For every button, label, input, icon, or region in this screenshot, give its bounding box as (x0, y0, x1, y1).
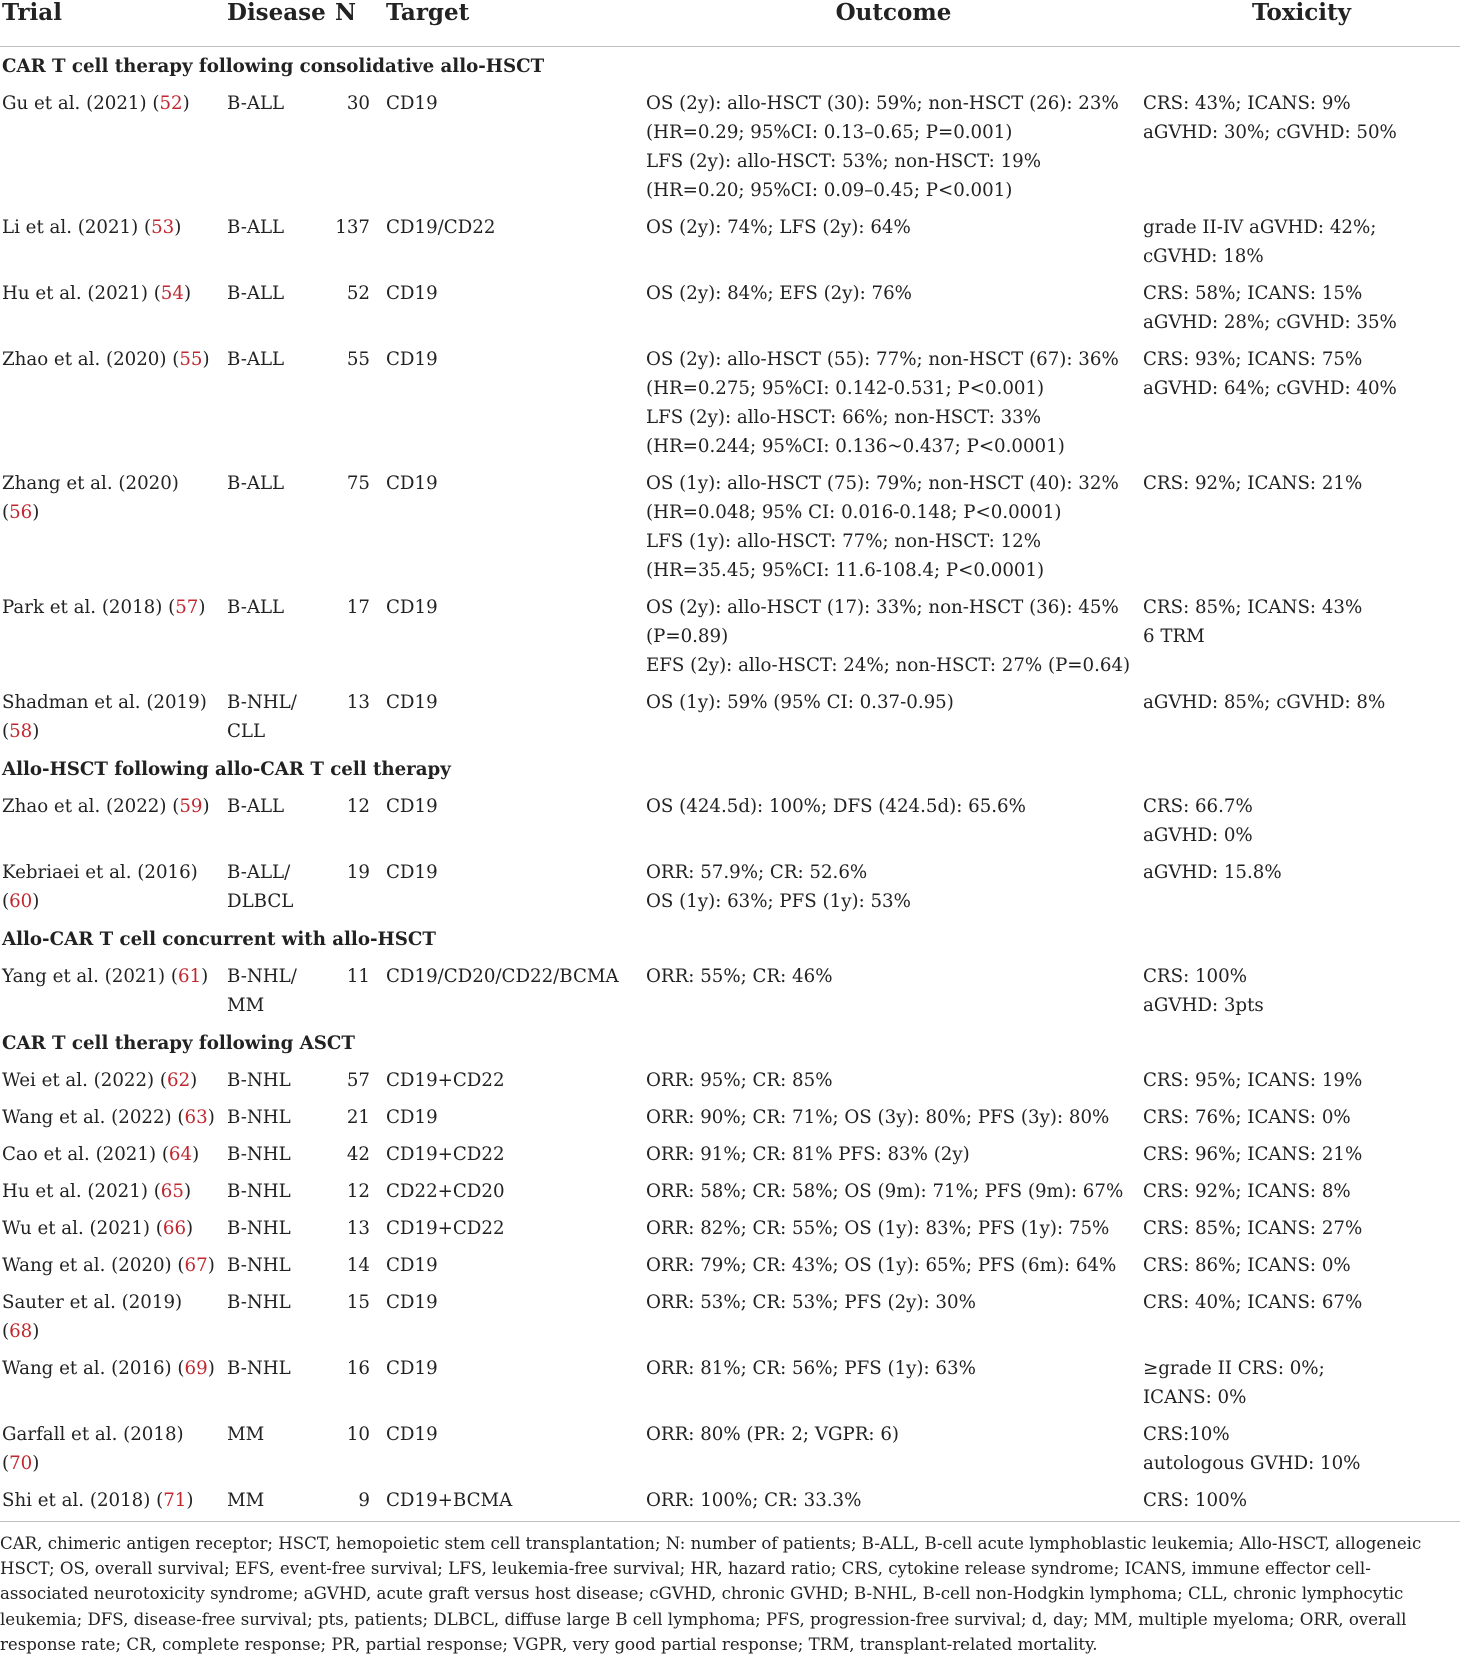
n-cell: 57 (346, 1070, 370, 1091)
outcome-cell: ORR: 81%; CR: 56%; PFS (1y): 63% (646, 1358, 976, 1379)
reference-close: ) (174, 217, 182, 238)
section-row (0, 920, 1460, 958)
toxicity-cell: aGVHD: 85%; cGVHD: 8% (1143, 692, 1386, 713)
disease-cell: B-NHL (227, 1107, 291, 1128)
target-cell: CD19 (386, 93, 438, 114)
outcome-cell: ORR: 100%; CR: 33.3% (644, 1482, 1141, 1522)
table-row (0, 1099, 1460, 1136)
target-cell: CD19+CD22 (386, 1070, 505, 1091)
reference-close: ) (202, 796, 210, 817)
n-cell: 75 (346, 473, 370, 494)
toxicity-cell: CRS: 66.7% aGVHD: 0% (1143, 796, 1253, 846)
reference-number: 53 (151, 217, 175, 238)
trial-name: Zhao et al. (2022) ( (2, 796, 180, 817)
n-cell: 11 (346, 966, 370, 987)
target-cell: CD19 (386, 349, 438, 370)
trial-cell (0, 589, 225, 684)
table-row (0, 275, 1460, 341)
n-cell: 21 (346, 1107, 370, 1128)
reference-close: ) (190, 1070, 198, 1091)
trial-name: Sauter et al. (2019) ( (2, 1292, 183, 1342)
toxicity-cell: CRS:10% autologous GVHD: 10% (1143, 1424, 1361, 1474)
reference-number: 68 (9, 1321, 33, 1342)
toxicity-cell: CRS: 85%; ICANS: 27% (1143, 1218, 1363, 1239)
table-row (0, 1062, 1460, 1099)
reference-close: ) (207, 1358, 215, 1379)
outcome-cell: ORR: 79%; CR: 43%; OS (1y): 65%; PFS (6m): 64% (646, 1255, 1117, 1276)
reference-number: 52 (159, 93, 183, 114)
trial-cell (0, 1350, 225, 1416)
disease-cell: B-NHL (227, 1070, 291, 1091)
table-footnote: CAR, chimeric antigen receptor; HSCT, hemopoietic stem cell transplantation; N: number of patients; B-ALL, B-cell acute lymphoblastic leukemia; Allo-HSCT, allogeneic HSCT; OS, overall survival; EFS, event-free survival; LFS, leukemia-free survival; HR, hazard ratio; CRS, cytokine release syndrome; ICANS, immune effector cell-associated neurotoxicity syndrome; aGVHD, acute graft versus host disease; cGVHD, chronic GVHD; B-NHL, B-cell non-Hodgkin lymphoma; CLL, chronic lymphocytic leukemia; DFS, disease-free survival; pts, patients; DLBCL, diffuse large B cell lymphoma; PFS, progression-free survival; d, day; MM, multiple myeloma; ORR, overall response rate; CR, complete response; PR, partial response; VGPR, very good partial response; TRM, transplant-related mortality. (0, 1534, 1422, 1654)
disease-cell: B-NHL (227, 1358, 291, 1379)
n-cell: 16 (346, 1358, 370, 1379)
reference-number: 71 (163, 1490, 187, 1511)
trial-cell (0, 958, 225, 1024)
trial-name: Cao et al. (2021) ( (2, 1144, 169, 1165)
section-title: Allo-CAR T cell concurrent with allo-HSCT (2, 929, 436, 950)
reference-close: ) (207, 1255, 215, 1276)
toxicity-cell: CRS: 43%; ICANS: 9% aGVHD: 30%; cGVHD: 50% (1143, 93, 1397, 143)
trial-name: Hu et al. (2021) ( (2, 283, 161, 304)
table-row (0, 1173, 1460, 1210)
target-cell: CD19 (386, 692, 438, 713)
trial-name: Kebriaei et al. (2016) ( (2, 862, 198, 912)
table-row (0, 788, 1460, 854)
reference-close: ) (32, 1321, 40, 1342)
reference-number: 66 (162, 1218, 187, 1239)
trial-name: Wang et al. (2016) ( (2, 1358, 185, 1379)
toxicity-cell: CRS: 96%; ICANS: 21% (1143, 1144, 1363, 1165)
outcome-cell: OS (2y): 74%; LFS (2y): 64% (646, 217, 911, 238)
reference-number: 62 (167, 1070, 191, 1091)
reference-close: ) (183, 283, 192, 304)
disease-cell: B-NHL (227, 1144, 291, 1165)
trial-name: Gu et al. (2021) ( (2, 93, 160, 114)
trial-cell (0, 341, 225, 465)
outcome-cell: ORR: 53%; CR: 53%; PFS (2y): 30% (646, 1292, 976, 1313)
table-row (0, 1210, 1460, 1247)
toxicity-cell: CRS: 85%; ICANS: 43% 6 TRM (1143, 597, 1363, 647)
outcome-cell: OS (2y): 84%; EFS (2y): 76% (646, 283, 912, 304)
disease-cell: B-ALL (227, 217, 285, 238)
target-cell: CD19+BCMA (384, 1482, 644, 1522)
trial-cell (0, 684, 225, 750)
target-cell: CD19/CD20/CD22/BCMA (386, 966, 619, 987)
disease-cell: B-ALL (227, 473, 285, 494)
trial-name: Zhao et al. (2020) ( (2, 349, 180, 370)
trial-cell (0, 854, 225, 920)
toxicity-cell: CRS: 95%; ICANS: 19% (1143, 1070, 1363, 1091)
header-disease: Disease (225, 0, 333, 47)
reference-number: 54 (160, 283, 184, 304)
disease-cell: B-ALL (227, 796, 285, 817)
table-row (0, 209, 1460, 275)
trial-name: Wei et al. (2022) ( (2, 1070, 168, 1091)
toxicity-cell: CRS: 86%; ICANS: 0% (1143, 1255, 1351, 1276)
n-cell: 12 (346, 1181, 370, 1202)
n-cell: 13 (346, 692, 370, 713)
reference-close: ) (182, 93, 190, 114)
reference-close: ) (192, 1144, 200, 1165)
trial-cell (0, 1099, 225, 1136)
n-cell: 42 (346, 1144, 370, 1165)
disease-cell: B-ALL (227, 283, 285, 304)
target-cell: CD19 (386, 1255, 438, 1276)
n-cell: 137 (335, 217, 370, 238)
reference-number: 67 (184, 1255, 208, 1276)
reference-close: ) (201, 966, 209, 987)
toxicity-cell: CRS: 100% (1141, 1482, 1460, 1522)
reference-close: ) (207, 1107, 215, 1128)
reference-close: ) (198, 597, 206, 618)
section-row (0, 47, 1460, 86)
reference-close: ) (32, 1453, 40, 1474)
trial-name: Yang et al. (2021) ( (2, 966, 179, 987)
table-row (0, 1284, 1460, 1350)
outcome-cell: OS (2y): allo-HSCT (55): 77%; non-HSCT (67): 36% (HR=0.275; 95%CI: 0.142-0.531; P<0.001) LFS (2y): allo-HSCT: 66%; non-HSCT: 33% (HR=0.244; 95%CI: 0.136~0.437; P<0.0001) (646, 349, 1119, 457)
target-cell: CD19 (386, 796, 438, 817)
reference-number: 56 (9, 502, 33, 523)
outcome-cell: OS (1y): allo-HSCT (75): 79%; non-HSCT (40): 32% (HR=0.048; 95% CI: 0.016-0.148; P<0.0001) LFS (1y): allo-HSCT: 77%; non-HSCT: 12% (HR=35.45; 95%CI: 11.6-108.4; P<0.0001) (646, 473, 1119, 581)
outcome-cell: ORR: 91%; CR: 81% PFS: 83% (2y) (646, 1144, 970, 1165)
toxicity-cell: grade II-IV aGVHD: 42%; cGVHD: 18% (1143, 217, 1377, 267)
reference-close: ) (202, 349, 210, 370)
n-cell: 10 (346, 1424, 370, 1445)
trial-cell (0, 1136, 225, 1173)
disease-cell: B-NHL (227, 1181, 291, 1202)
section-title: CAR T cell therapy following ASCT (2, 1033, 355, 1054)
target-cell: CD19 (386, 1424, 438, 1445)
toxicity-cell: CRS: 100% aGVHD: 3pts (1143, 966, 1264, 1016)
trial-name: Shadman et al. (2019) ( (2, 692, 207, 742)
table-row (0, 85, 1460, 209)
toxicity-cell: CRS: 93%; ICANS: 75% aGVHD: 64%; cGVHD: 40% (1143, 349, 1397, 399)
header-row (0, 0, 1460, 47)
table-row (0, 854, 1460, 920)
reference-close: ) (183, 1181, 192, 1202)
trial-cell (0, 85, 225, 209)
table-row (0, 684, 1460, 750)
header-n: N (333, 0, 384, 47)
header-target: Target (384, 0, 644, 47)
n-cell: 55 (346, 349, 370, 370)
disease-cell: B-NHL/ CLL (227, 692, 297, 742)
reference-number: 55 (179, 349, 203, 370)
disease-cell: B-ALL (227, 349, 285, 370)
toxicity-cell: CRS: 76%; ICANS: 0% (1143, 1107, 1351, 1128)
n-cell: 52 (346, 283, 370, 304)
n-cell: 9 (333, 1482, 384, 1522)
outcome-cell: ORR: 82%; CR: 55%; OS (1y): 83%; PFS (1y): 75% (646, 1218, 1110, 1239)
table-row (0, 958, 1460, 1024)
outcome-cell: OS (2y): allo-HSCT (17): 33%; non-HSCT (36): 45% (P=0.89) EFS (2y): allo-HSCT: 24%; non-HSCT: 27% (P=0.64) (646, 597, 1131, 676)
disease-cell: B-NHL (227, 1255, 291, 1276)
reference-number: 57 (175, 597, 199, 618)
trial-cell (0, 1247, 225, 1284)
toxicity-cell: CRS: 40%; ICANS: 67% (1143, 1292, 1363, 1313)
trial-cell (0, 1284, 225, 1350)
trial-name: Wang et al. (2020) ( (2, 1255, 185, 1276)
disease-cell: B-NHL (227, 1218, 291, 1239)
trial-name: Shi et al. (2018) ( (2, 1490, 164, 1511)
target-cell: CD19 (386, 597, 438, 618)
trial-name: Hu et al. (2021) ( (2, 1181, 161, 1202)
n-cell: 15 (346, 1292, 370, 1313)
target-cell: CD19 (386, 1107, 438, 1128)
trial-name: Wang et al. (2022) ( (2, 1107, 185, 1128)
table-row (0, 1482, 1460, 1522)
section-row (0, 750, 1460, 788)
toxicity-cell: ≥grade II CRS: 0%; ICANS: 0% (1143, 1358, 1325, 1408)
disease-cell: B-ALL (227, 93, 285, 114)
outcome-cell: ORR: 80% (PR: 2; VGPR: 6) (646, 1424, 899, 1445)
trial-cell (0, 1416, 225, 1482)
target-cell: CD19 (386, 473, 438, 494)
reference-number: 59 (179, 796, 203, 817)
trial-cell (0, 1210, 225, 1247)
disease-cell: B-ALL/ DLBCL (227, 862, 294, 912)
trial-name: Zhang et al. (2020) ( (2, 473, 179, 523)
trial-cell (0, 1062, 225, 1099)
disease-cell: B-NHL/ MM (227, 966, 297, 1016)
outcome-cell: ORR: 58%; CR: 58%; OS (9m): 71%; PFS (9m): 67% (646, 1181, 1124, 1202)
reference-number: 58 (9, 721, 33, 742)
trial-name: Garfall et al. (2018) ( (2, 1424, 184, 1474)
reference-number: 65 (160, 1181, 184, 1202)
outcome-cell: OS (424.5d): 100%; DFS (424.5d): 65.6% (646, 796, 1026, 817)
section-row (0, 1024, 1460, 1062)
table-body (0, 47, 1460, 1522)
reference-close: ) (32, 891, 40, 912)
trial-cell (0, 1482, 225, 1522)
outcome-cell: OS (2y): allo-HSCT (30): 59%; non-HSCT (26): 23% (HR=0.29; 95%CI: 0.13–0.65; P=0.001) LFS (2y): allo-HSCT: 53%; non-HSCT: 19% (HR=0.20; 95%CI: 0.09–0.45; P<0.001) (646, 93, 1119, 201)
toxicity-cell: CRS: 92%; ICANS: 21% (1143, 473, 1363, 494)
toxicity-cell: CRS: 58%; ICANS: 15% aGVHD: 28%; cGVHD: 35% (1143, 283, 1397, 333)
target-cell: CD22+CD20 (386, 1181, 505, 1202)
trial-name: Wu et al. (2021) ( (2, 1218, 163, 1239)
target-cell: CD19 (386, 283, 438, 304)
trial-cell (0, 788, 225, 854)
target-cell: CD19+CD22 (386, 1144, 505, 1165)
reference-close: ) (186, 1218, 194, 1239)
section-title: Allo-HSCT following allo-CAR T cell therapy (2, 759, 451, 780)
reference-close: ) (186, 1490, 194, 1511)
table-row (0, 589, 1460, 684)
n-cell: 13 (346, 1218, 370, 1239)
reference-number: 63 (184, 1107, 208, 1128)
n-cell: 30 (346, 93, 370, 114)
outcome-cell: ORR: 95%; CR: 85% (646, 1070, 833, 1091)
n-cell: 12 (346, 796, 370, 817)
target-cell: CD19 (386, 862, 438, 883)
header-trial: Trial (0, 0, 225, 47)
reference-number: 61 (178, 966, 202, 987)
n-cell: 19 (346, 862, 370, 883)
header-outcome: Outcome (644, 0, 1141, 47)
header-toxicity: Toxicity (1141, 0, 1460, 47)
target-cell: CD19 (386, 1292, 438, 1313)
trial-cell (0, 1173, 225, 1210)
table-row (0, 1247, 1460, 1284)
n-cell: 17 (346, 597, 370, 618)
disease-cell: MM (225, 1482, 333, 1522)
toxicity-cell: CRS: 92%; ICANS: 8% (1143, 1181, 1351, 1202)
trial-cell (0, 275, 225, 341)
table-row (0, 1350, 1460, 1416)
table-row (0, 1136, 1460, 1173)
reference-number: 60 (9, 891, 33, 912)
table-row (0, 1416, 1460, 1482)
trial-cell (0, 465, 225, 589)
table-row (0, 465, 1460, 589)
reference-number: 70 (9, 1453, 33, 1474)
disease-cell: MM (227, 1424, 265, 1445)
reference-close: ) (32, 721, 40, 742)
reference-number: 64 (168, 1144, 193, 1165)
target-cell: CD19 (386, 1358, 438, 1379)
reference-number: 69 (184, 1358, 208, 1379)
outcome-cell: OS (1y): 59% (95% CI: 0.37-0.95) (646, 692, 954, 713)
outcome-cell: ORR: 55%; CR: 46% (646, 966, 833, 987)
toxicity-cell: aGVHD: 15.8% (1143, 862, 1282, 883)
disease-cell: B-ALL (227, 597, 285, 618)
trial-name: Li et al. (2021) ( (2, 217, 152, 238)
trial-cell (0, 209, 225, 275)
table-row (0, 341, 1460, 465)
n-cell: 14 (346, 1255, 370, 1276)
reference-close: ) (32, 502, 40, 523)
target-cell: CD19/CD22 (386, 217, 496, 238)
outcome-cell: ORR: 57.9%; CR: 52.6% OS (1y): 63%; PFS (1y): 53% (646, 862, 911, 912)
outcome-cell: ORR: 90%; CR: 71%; OS (3y): 80%; PFS (3y): 80% (646, 1107, 1110, 1128)
target-cell: CD19+CD22 (386, 1218, 505, 1239)
trial-name: Park et al. (2018) ( (2, 597, 176, 618)
section-title: CAR T cell therapy following consolidative allo-HSCT (2, 56, 545, 77)
disease-cell: B-NHL (227, 1292, 291, 1313)
